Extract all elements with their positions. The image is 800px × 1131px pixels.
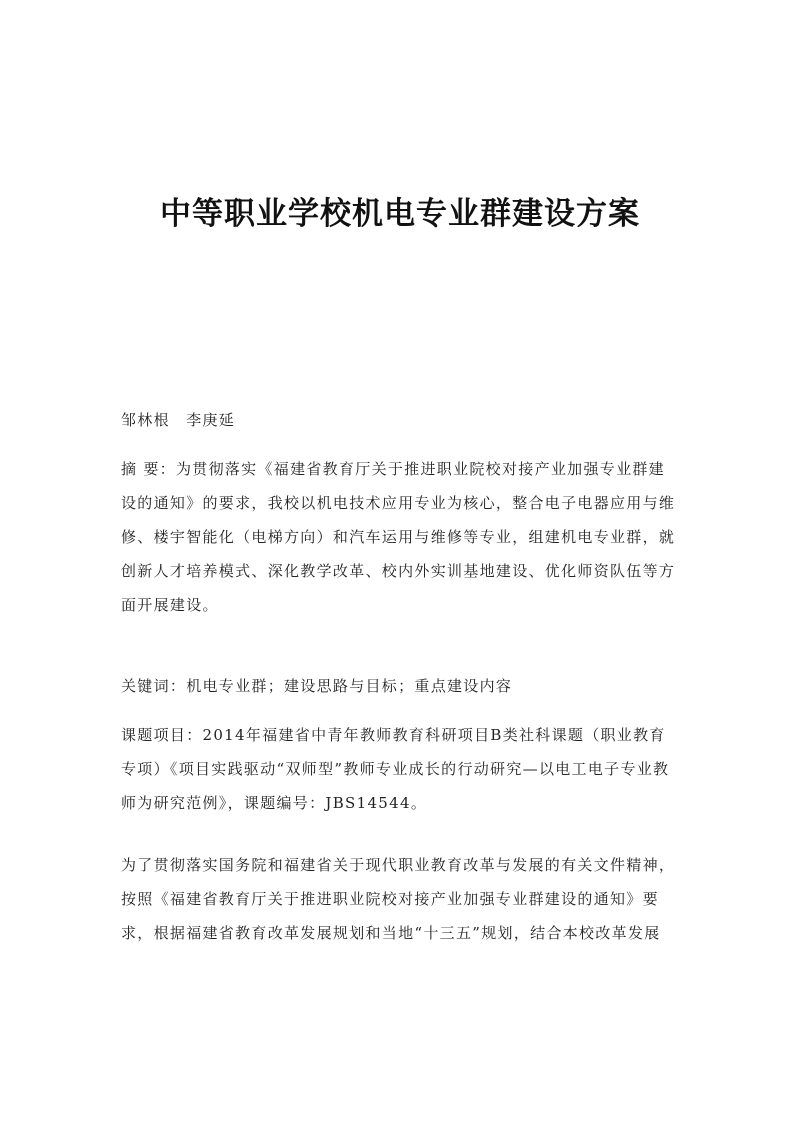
abstract-paragraph: 摘 要：为贯彻落实《福建省教育厅关于推进职业院校对接产业加强专业群建设的通知》的要求，我校以机电技术应用专业为核心，整合电子电器应用与维修、楼宇智能化（电梯方向）和汽车运用与维修等专业，组建机电专业群，就创新人才培养模式、深化教学改革、校内外实训基地建设、优化师资队伍等方面开展建设。 — [121, 460, 676, 614]
project-paragraph: 课题项目：2014年福建省中青年教师教育科研项目B类社科课题（职业教育专项）《项目实践驱动“双师型”教师专业成长的行动研究—以电工电子专业教师为研究范例》，课题编号：JBS14544。 — [121, 726, 670, 812]
intro-paragraph: 为了贯彻落实国务院和福建省关于现代职业教育改革与发展的有关文件精神，按照《福建省教育厅关于推进职业院校对接产业加强专业群建设的通知》要求，根据福建省教育改革发展规划和当地“十三五”规划，结合本校改革发展 — [121, 856, 676, 942]
author-line: 邹林根 李庚延 — [121, 411, 236, 429]
keywords-paragraph: 关键词：机电专业群；建设思路与目标；重点建设内容 — [121, 677, 513, 695]
document-title: 中等职业学校机电专业群建设方案 — [160, 196, 640, 232]
